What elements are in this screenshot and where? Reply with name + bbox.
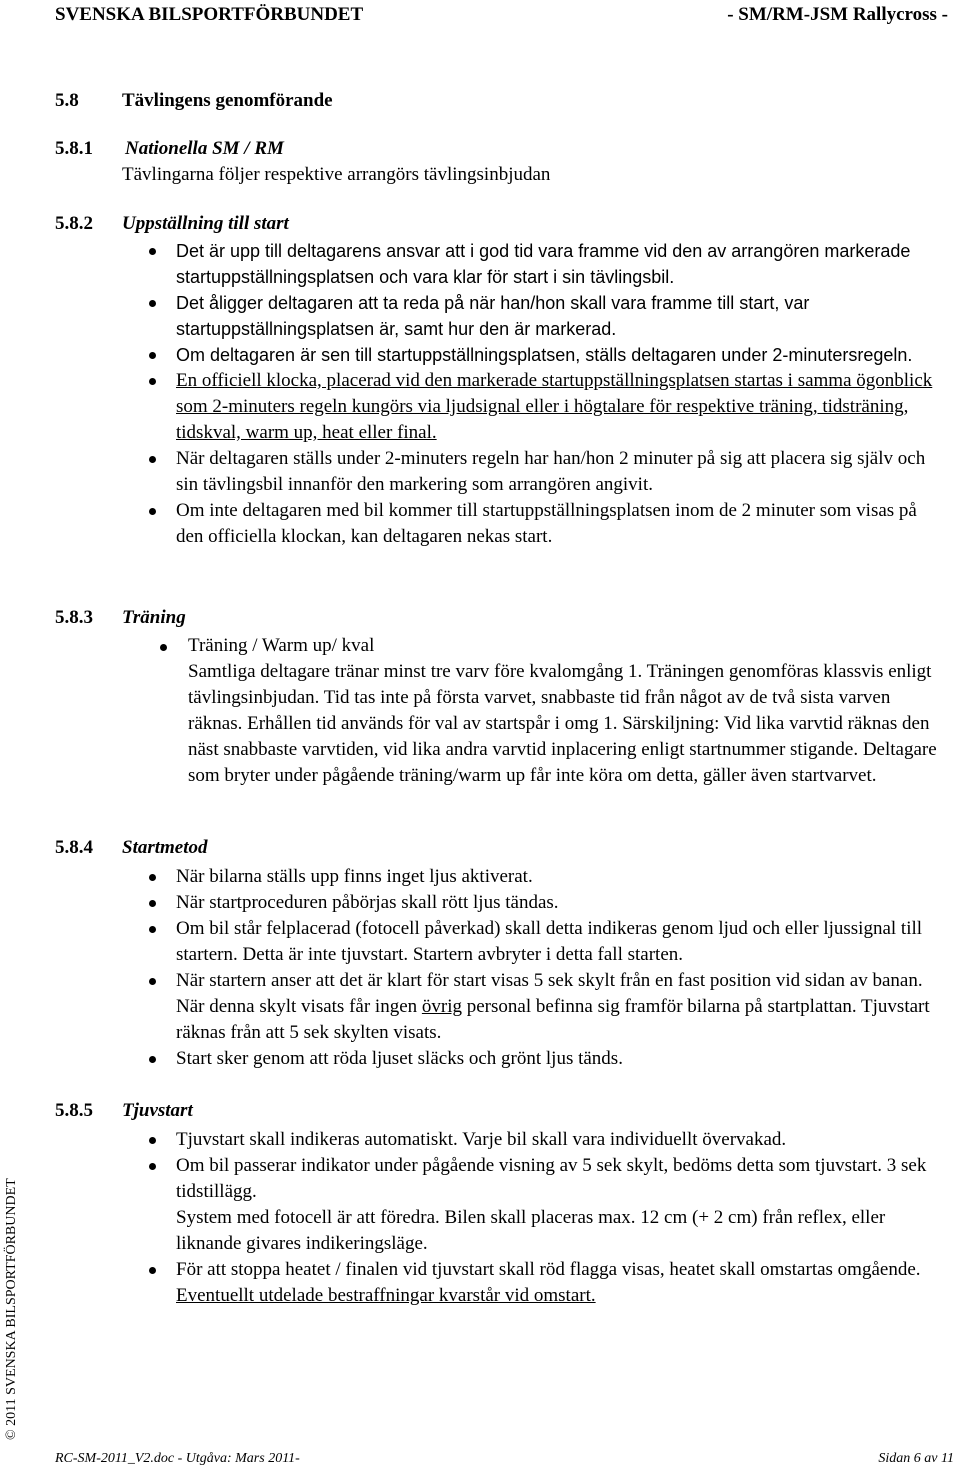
bullet-icon bbox=[149, 978, 156, 985]
section-5-8-heading bbox=[55, 90, 333, 112]
footer-document-info: RC-SM-2011_V2.doc - Utgåva: Mars 2011- bbox=[55, 1451, 300, 1466]
list-item: När deltagaren ställs under 2-minuters regeln har han/hon 2 minuter på sig att placera sig själv och sin tävlingsbil innanför den markering som arrangören angivit. bbox=[176, 446, 946, 498]
bullet-icon bbox=[160, 644, 167, 651]
list-item: Det är upp till deltagarens ansvar att i god tid vara framme vid den av arrangören markerade startuppställningsplatsen och vara klar för start i sin tävlingsbil. bbox=[176, 238, 946, 290]
sidebar-copyright: © 2011 SVENSKA BILSPORTFÖRBUNDET bbox=[4, 1178, 19, 1440]
section-number: 5.8 bbox=[55, 90, 79, 111]
header-title: - SM/RM-JSM Rallycross - bbox=[727, 4, 948, 25]
section-title: Uppställning till start bbox=[122, 213, 289, 234]
section-title: Nationella SM / RM bbox=[125, 138, 284, 159]
section-title: Tjuvstart bbox=[122, 1100, 193, 1121]
list-item: Om deltagaren är sen till startuppställningsplatsen, ställs deltagaren under 2-minutersregeln. bbox=[176, 342, 946, 368]
section-number: 5.8.1 bbox=[55, 138, 93, 159]
bullet-icon bbox=[149, 1056, 156, 1063]
section-number: 5.8.5 bbox=[55, 1100, 93, 1121]
list-item: Start sker genom att röda ljuset släcks och grönt ljus tänds. bbox=[176, 1046, 946, 1072]
section-5-8-5-heading bbox=[55, 1100, 193, 1122]
section-5-8-3-body bbox=[188, 633, 948, 789]
bullet-icon bbox=[149, 248, 156, 255]
section-title: Tävlingens genomförande bbox=[122, 90, 333, 111]
training-subtitle: Träning / Warm up/ kval bbox=[188, 635, 375, 656]
section-5-8-1-heading bbox=[55, 138, 284, 160]
header-organization: SVENSKA BILSPORTFÖRBUNDET bbox=[55, 4, 364, 25]
list-item: En officiell klocka, placerad vid den markerade startuppställningsplatsen startas i samma ögonblick som 2-minuters regeln kungörs via ljudsignal eller i högtalare för respektive träning, tidsträning, tidskval, warm up, heat eller final. bbox=[176, 368, 946, 446]
section-number: 5.8.2 bbox=[55, 213, 93, 234]
section-number: 5.8.4 bbox=[55, 837, 93, 858]
list-item: Om bil passerar indikator under pågående visning av 5 sek skylt, bedöms detta som tjuvstart. 3 sek tidstillägg. System med fotocell är att föredra. Bilen skall placeras max. 12 cm (+ 2 cm) från reflex, eller liknande givares indikeringsläge. bbox=[176, 1153, 951, 1257]
bullet-icon bbox=[149, 378, 156, 385]
list-item: Det åligger deltagaren att ta reda på när han/hon skall vara framme till start, var startuppställningsplatsen är, samt hur den är markerad. bbox=[176, 290, 946, 342]
bullet-icon bbox=[149, 900, 156, 907]
list-item: För att stoppa heatet / finalen vid tjuvstart skall röd flagga visas, heatet skall omstartas omgående. Eventuellt utdelade bestraffningar kvarstår vid omstart. bbox=[176, 1257, 951, 1309]
section-title: Startmetod bbox=[122, 837, 208, 858]
bullet-icon bbox=[149, 926, 156, 933]
list-item: När startproceduren påbörjas skall rött ljus tändas. bbox=[176, 890, 946, 916]
bullet-icon bbox=[149, 1163, 156, 1170]
bullet-icon bbox=[149, 300, 156, 307]
bullet-icon bbox=[149, 508, 156, 515]
section-5-8-3-heading bbox=[55, 607, 186, 629]
section-5-8-4-heading bbox=[55, 837, 208, 859]
list-item: När startern anser att det är klart för start visas 5 sek skylt från en fast position vid sidan av banan. När denna skylt visats får ingen övrig personal befinna sig framför bilarna på startplattan. Tjuvstart räknas från att 5 sek skylten visats. bbox=[176, 968, 946, 1046]
bullet-icon bbox=[149, 1267, 156, 1274]
section-5-8-2-list bbox=[176, 238, 946, 550]
section-5-8-1-text: Tävlingarna följer respektive arrangörs tävlingsinbjudan bbox=[122, 164, 551, 185]
section-title: Träning bbox=[122, 607, 186, 628]
footer-page-number: Sidan 6 av 11 bbox=[878, 1451, 954, 1466]
training-text: Samtliga deltagare tränar minst tre varv före kvalomgång 1. Träningen genomföras klassvis enligt tävlingsinbjudan. Tid tas inte på första varvet, snabbaste tid från något av de två sista varven räknas. Erhållen tid används för val av startspår i omg 1. Särskiljning: Vid lika varvtid räknas den näst snabbaste varvtiden, vid lika andra varvtid inplacering enligt startnummer stigande. Deltagare som bryter under pågående träning/warm up får inte köra om detta, gäller även startvarvet. bbox=[188, 661, 937, 786]
bullet-icon bbox=[149, 874, 156, 881]
section-5-8-5-list bbox=[176, 1127, 951, 1309]
section-5-8-2-heading bbox=[55, 213, 289, 235]
list-item: När bilarna ställs upp finns inget ljus aktiverat. bbox=[176, 864, 946, 890]
bullet-icon bbox=[149, 352, 156, 359]
list-item: Tjuvstart skall indikeras automatiskt. Varje bil skall vara individuellt övervakad. bbox=[176, 1127, 951, 1153]
bullet-icon bbox=[149, 456, 156, 463]
list-item: Om inte deltagaren med bil kommer till startuppställningsplatsen inom de 2 minuter som visas på den officiella klockan, kan deltagaren nekas start. bbox=[176, 498, 946, 550]
section-number: 5.8.3 bbox=[55, 607, 93, 628]
bullet-icon bbox=[149, 1137, 156, 1144]
list-item: Om bil står felplacerad (fotocell påverkad) skall detta indikeras genom ljud och eller ljussignal till startern. Detta är inte tjuvstart. Startern avbryter i detta fall starten. bbox=[176, 916, 946, 968]
section-5-8-4-list bbox=[176, 864, 946, 1072]
